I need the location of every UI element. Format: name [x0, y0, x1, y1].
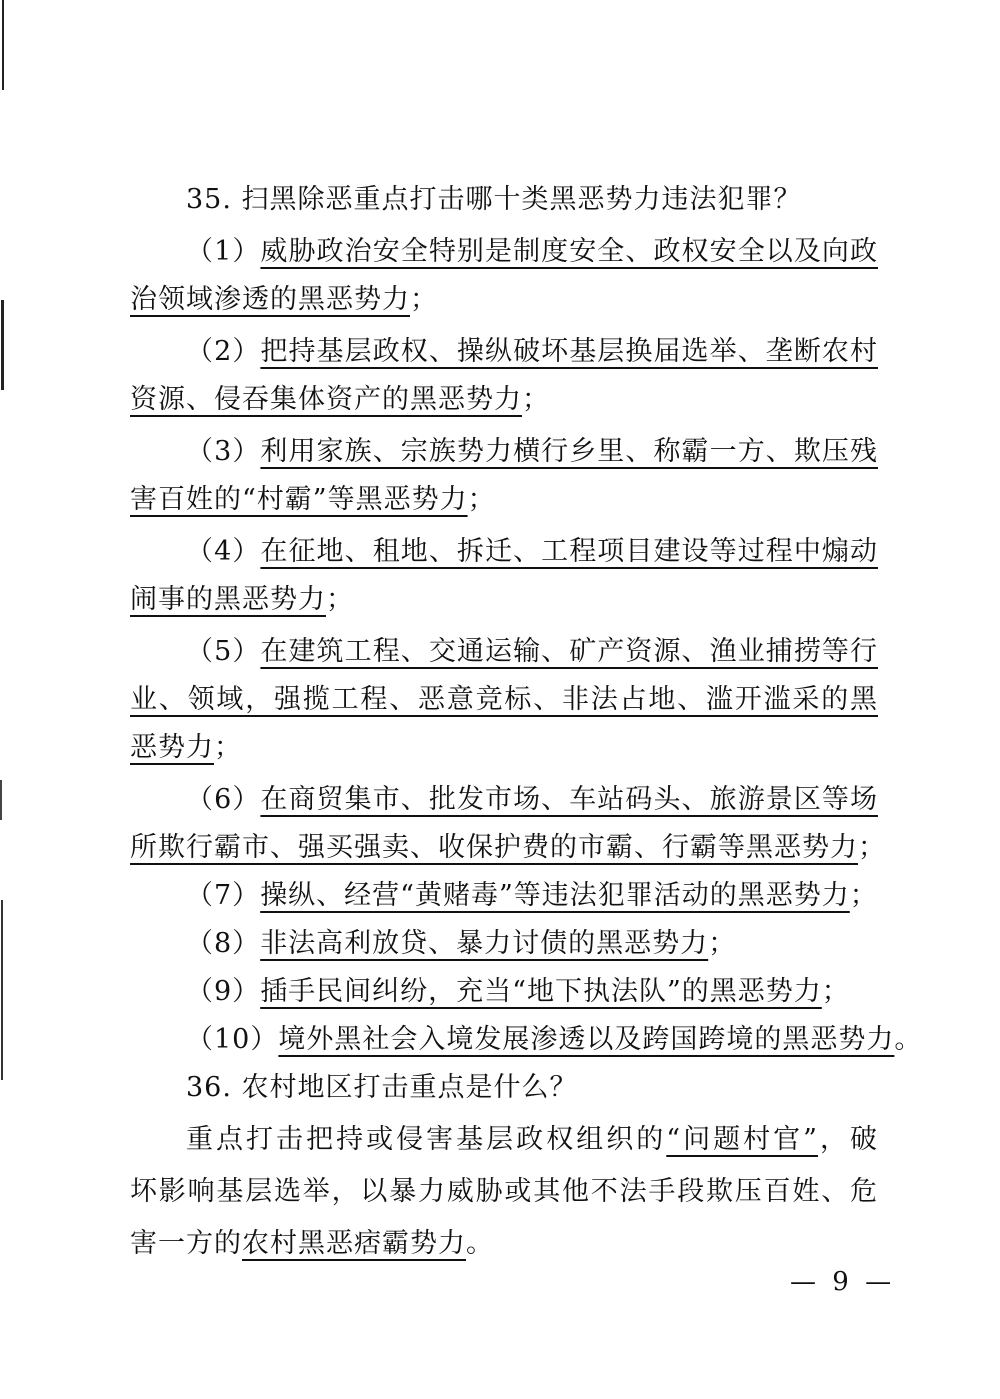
list-item-1-cont: 治领域渗透的黑恶势力； [130, 284, 438, 315]
item-text: 在征地、租地、拆迁、工程项目建设等过程中煽动 [260, 536, 878, 567]
item-number: （5） [186, 636, 261, 667]
item-text: 所欺行霸市、强买强卖、收保护费的市霸、行霸等黑恶势力 [130, 832, 858, 863]
item-text: 境外黑社会入境发展渗透以及跨国跨境的黑恶势力 [278, 1024, 895, 1055]
list-item-2-cont: 资源、侵吞集体资产的黑恶势力； [130, 384, 550, 415]
list-item-2 [130, 328, 878, 376]
item-text: 恶势力 [130, 732, 214, 763]
item-number: （2） [186, 336, 261, 367]
question-35-title: 35. 扫黑除恶重点打击哪十类黑恶势力违法犯罪？ [186, 184, 802, 215]
list-item-7: （7）操纵、经营“黄赌毒”等违法犯罪活动的黑恶势力； [186, 880, 878, 911]
item-text: 非法高利放贷、暴力讨债的黑恶势力 [260, 928, 709, 959]
item-number: （3） [186, 436, 261, 467]
list-item-5 [130, 628, 878, 676]
list-item-9: （9）插手民间纠纷，充当“地下执法队”的黑恶势力； [186, 976, 850, 1007]
scan-edge-marks [0, 0, 12, 1399]
answer-36-line-1: 重点打击把持或侵害基层政权组织的“问题村官”，破 [186, 1124, 879, 1155]
list-item-4-cont: 闹事的黑恶势力； [130, 584, 354, 615]
item-text: 治领域渗透的黑恶势力 [130, 284, 410, 315]
list-item-3-cont: 害百姓的“村霸”等黑恶势力； [130, 484, 496, 515]
item-text: 利用家族、宗族势力横行乡里、称霸一方、欺压残 [260, 436, 878, 467]
list-item-3 [130, 428, 878, 476]
list-item-5-cont [130, 676, 878, 724]
page-number: — 9 — [790, 1267, 896, 1297]
item-text: 操纵、经营“黄赌毒”等违法犯罪活动的黑恶势力 [260, 880, 850, 911]
item-number: （1） [186, 236, 261, 267]
item-number: （10） [186, 1024, 279, 1055]
list-item-5-cont2: 恶势力； [130, 732, 242, 763]
item-text: 插手民间纠纷，充当“地下执法队”的黑恶势力 [260, 976, 822, 1007]
item-text: 威胁政治安全特别是制度安全、政权安全以及向政 [260, 236, 878, 267]
document-body [130, 176, 923, 1268]
list-item-10: （10）境外黑社会入境发展渗透以及跨国跨境的黑恶势力。 [186, 1024, 923, 1055]
item-text: 在建筑工程、交通运输、矿产资源、渔业捕捞等行 [260, 636, 878, 667]
list-item-1 [130, 228, 878, 276]
answer-36-line-2: 坏影响基层选举，以暴力威胁或其他不法手段欺压百姓、危 [130, 1176, 878, 1207]
question-36-title: 36. 农村地区打击重点是什么？ [186, 1072, 578, 1103]
item-text: 把持基层政权、操纵破坏基层换届选举、垄断农村 [260, 336, 878, 367]
answer-36-line-3: 害一方的农村黑恶痞霸势力。 [130, 1228, 494, 1259]
item-text: 资源、侵吞集体资产的黑恶势力 [130, 384, 522, 415]
item-number: （9） [186, 976, 261, 1007]
item-number: （4） [186, 536, 261, 567]
list-item-6 [130, 776, 878, 824]
item-text: 业、领域，强揽工程、恶意竞标、非法占地、滥开滥采的黑 [130, 684, 878, 715]
highlight-term: “问题村官” [666, 1124, 818, 1155]
item-text: 害百姓的“村霸”等黑恶势力 [130, 484, 468, 515]
highlight-term: 农村黑恶痞霸势力 [242, 1228, 466, 1259]
item-number: （6） [186, 784, 261, 815]
list-item-6-cont: 所欺行霸市、强买强卖、收保护费的市霸、行霸等黑恶势力； [130, 832, 886, 863]
item-text: 闹事的黑恶势力 [130, 584, 326, 615]
list-item-4 [130, 528, 878, 576]
item-number: （8） [186, 928, 261, 959]
item-number: （7） [186, 880, 261, 911]
list-item-8: （8）非法高利放贷、暴力讨债的黑恶势力； [186, 928, 737, 959]
item-text: 在商贸集市、批发市场、车站码头、旅游景区等场 [260, 784, 878, 815]
